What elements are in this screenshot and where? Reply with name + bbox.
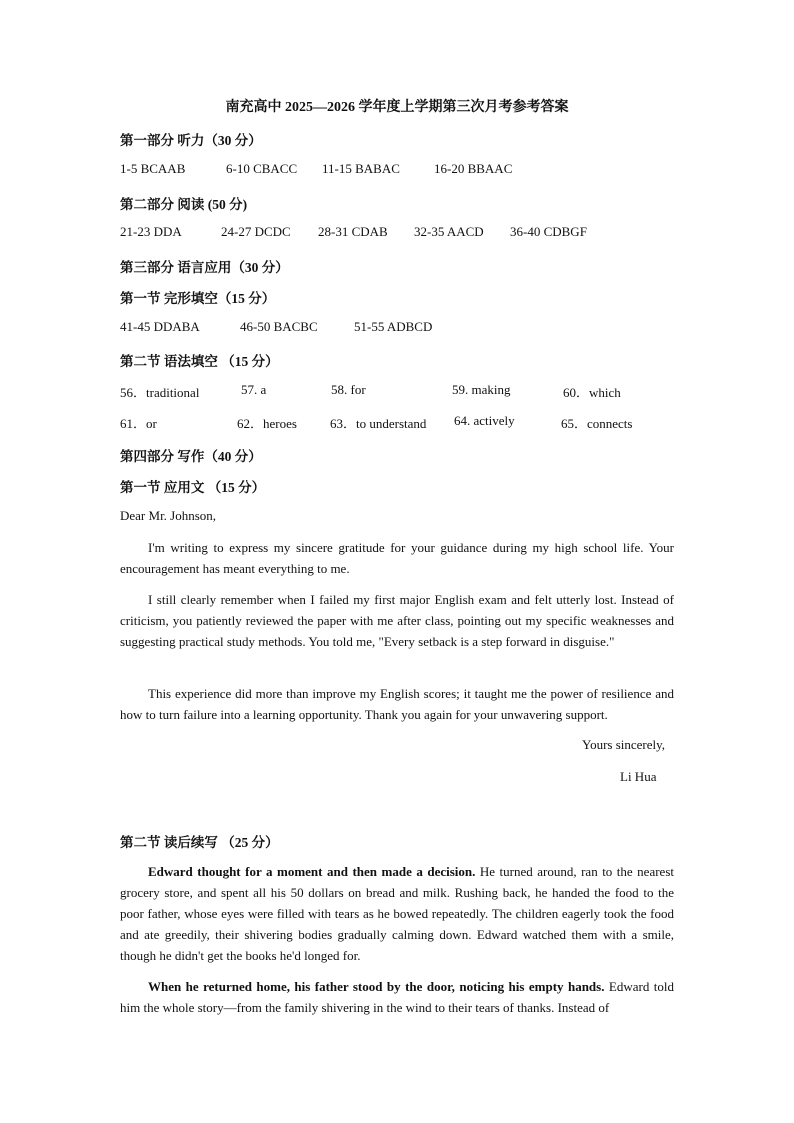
letter-paragraph: This experience did more than improve my English scores; it taught me the power of resilience and how to turn failure into a learning opportunity. Thank you again for your unwavering support. (120, 686, 674, 722)
paragraph-body: Edward told him the whole story—from the family shivering in the wind to their tears of thanks. Instead of (120, 979, 675, 1015)
cloze-answer: 41-45 DDABA (120, 319, 200, 334)
grammar-answer: 64. actively (454, 413, 515, 428)
grammar-answer: 59. making (452, 382, 511, 397)
part1-answer: 16-20 BBAAC (434, 161, 513, 176)
letter-signature: Li Hua (620, 769, 657, 784)
grammar-answer: 56．traditional (120, 385, 200, 400)
grammar-answer: 61．or (120, 416, 157, 431)
grammar-answer: 65．connects (561, 416, 633, 431)
grammar-answer: 62．heroes (237, 416, 297, 431)
grammar-answer: 63．to understand (330, 416, 427, 431)
part2-answer: 28-31 CDAB (318, 224, 388, 239)
part4-heading: 第四部分 写作（40 分） (120, 449, 262, 464)
part3-section1-heading: 第一节 完形填空（15 分） (120, 291, 276, 306)
grammar-answer: 58. for (331, 382, 366, 397)
letter-paragraph: I'm writing to express my sincere gratitude for your guidance during my high school life. Your encouragement has meant everything to me. (120, 540, 674, 576)
paragraph-body: He turned around, ran to the nearest grocery store, and spent all his 50 dollars on bread and milk. Rushing back, he handed the food to the poor father, whose eyes were filled with tears as he bowed repeatedly. The children eagerly took the food and ate greedily, their shivering bodies gradually calming down. Edward watched them with a smile, though he didn't get the books he'd longed for. (120, 864, 674, 963)
part3-section2-heading: 第二节 语法填空 （15 分） (120, 354, 279, 369)
part3-heading: 第三部分 语言应用（30 分） (120, 260, 289, 275)
cloze-answer: 46-50 BACBC (240, 319, 318, 334)
grammar-answer: 57. a (241, 382, 267, 397)
part4-section2-heading: 第二节 读后续写 （25 分） (120, 835, 279, 850)
grammar-answer: 60．which (563, 385, 621, 400)
cloze-answer: 51-55 ADBCD (354, 319, 433, 334)
part2-answer: 21-23 DDA (120, 224, 182, 239)
part2-answer: 32-35 AACD (414, 224, 484, 239)
part1-answer: 1-5 BCAAB (120, 161, 186, 176)
letter-greeting: Dear Mr. Johnson, (120, 508, 217, 523)
part4-section1-heading: 第一节 应用文 （15 分） (120, 480, 266, 495)
part2-answer: 24-27 DCDC (221, 224, 291, 239)
part1-answer: 6-10 CBACC (226, 161, 298, 176)
part1-answer: 11-15 BABAC (322, 161, 400, 176)
paragraph-lead-sentence: Edward thought for a moment and then made a decision. (148, 864, 476, 879)
paragraph-lead-sentence: When he returned home, his father stood by the door, noticing his empty hands. (148, 979, 605, 994)
part1-heading: 第一部分 听力（30 分） (120, 133, 262, 148)
letter-closing: Yours sincerely, (582, 737, 666, 752)
continuation-paragraph (120, 861, 674, 966)
page-title: 南充高中 2025—2026 学年度上学期第三次月考参考答案 (225, 100, 569, 115)
part2-answer: 36-40 CDBGF (510, 224, 587, 239)
letter-paragraph: I still clearly remember when I failed my first major English exam and felt utterly lost. Instead of criticism, you patiently reviewed the paper with me after class, pointing out my specific weaknesses and suggesting practical study methods. You told me, "Every setback is a step forward in disguise." (120, 592, 674, 649)
part2-heading: 第二部分 阅读 (50 分) (120, 197, 248, 212)
continuation-paragraph (120, 976, 674, 1018)
